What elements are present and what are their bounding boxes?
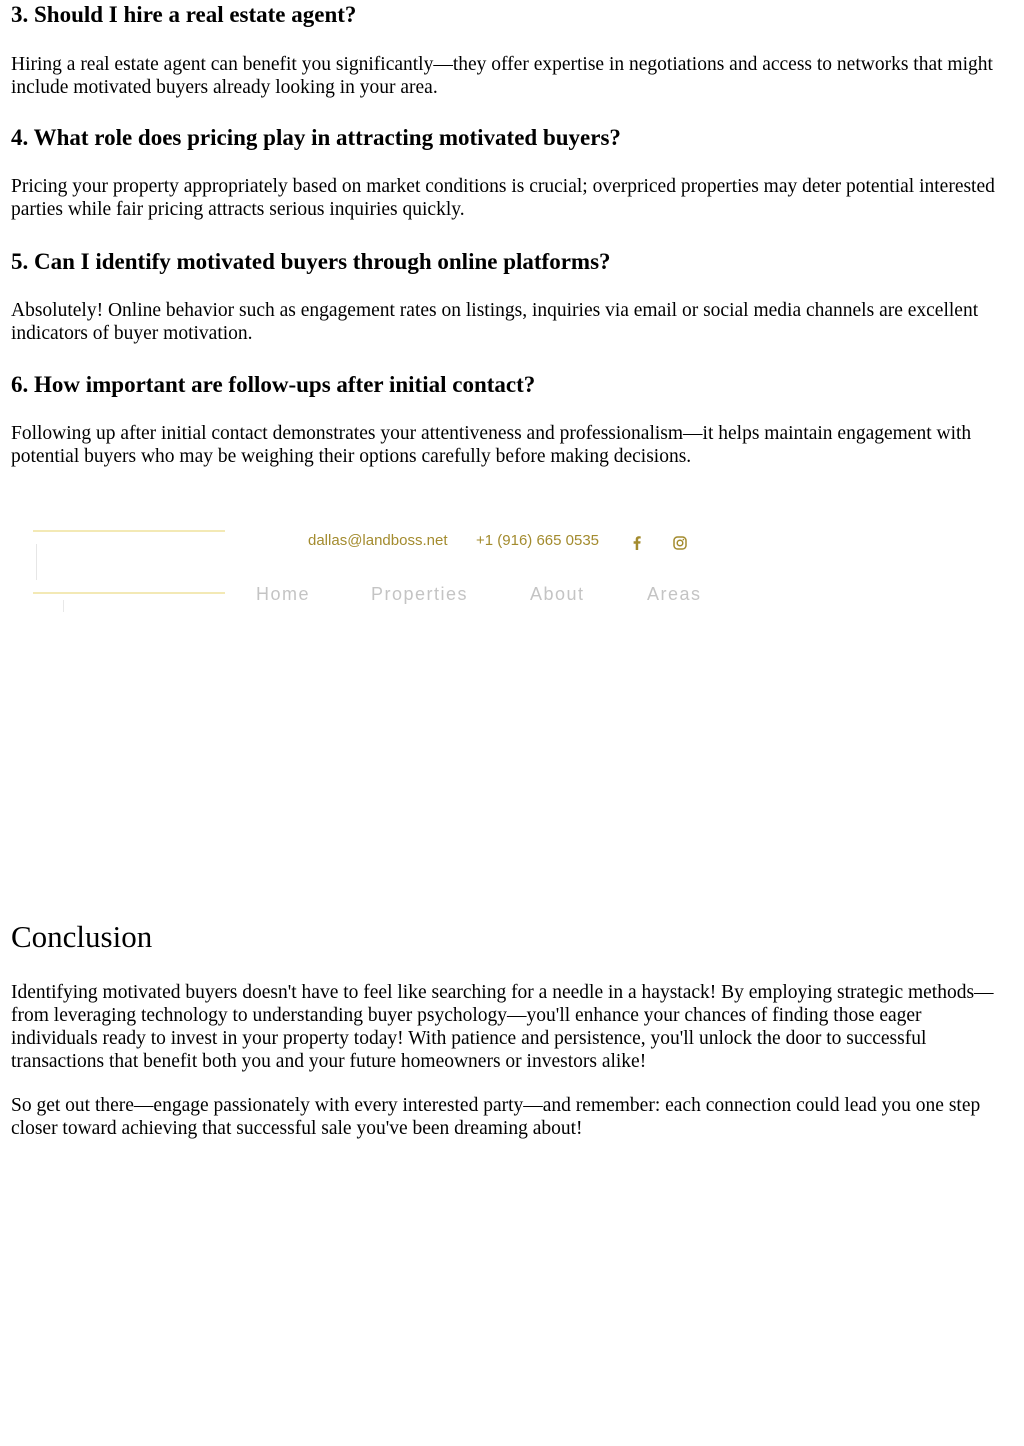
faq-answer-6: Following up after initial contact demonstrates your attentiveness and professionalism—it helps maintain engagement with potential buyers who may be weighing their options carefully before making decisions. bbox=[11, 423, 972, 467]
faq-answer-3: Hiring a real estate agent can benefit you significantly—they offer expertise in negotiations and access to networks that might include motivated buyers already looking in your area. bbox=[11, 54, 993, 98]
site-header bbox=[0, 520, 1024, 630]
faq-question-4: 4. What role does pricing play in attracting motivated buyers? bbox=[11, 125, 621, 150]
nav-properties[interactable]: Properties bbox=[371, 584, 469, 604]
nav-home[interactable]: Home bbox=[256, 584, 311, 604]
facebook-icon[interactable] bbox=[629, 535, 645, 551]
conclusion-paragraph-2: So get out there—engage passionately with every interested party—and remember: each connection could lead you one step closer toward achieving that successful sale you've been dreaming about! bbox=[11, 1095, 981, 1139]
logo-tick bbox=[63, 600, 64, 612]
logo-top-rule bbox=[33, 530, 225, 532]
faq-question-3: 3. Should I hire a real estate agent? bbox=[11, 2, 357, 27]
conclusion-paragraph-1: Identifying motivated buyers doesn't have to feel like searching for a needle in a haystack! By employing strategic methods—from leveraging technology to understanding buyer psychology—you'll enhance your chances of finding those eager individuals ready to invest in your property today! With patience and persistence, you'll unlock the door to successful transactions that benefit both you and your future homeowners or investors alike! bbox=[11, 982, 994, 1072]
faq-question-5: 5. Can I identify motivated buyers through online platforms? bbox=[11, 249, 611, 274]
site-logo[interactable] bbox=[33, 530, 225, 612]
faq-question-6: 6. How important are follow-ups after initial contact? bbox=[11, 372, 536, 397]
phone-link[interactable]: +1 (916) 665 0535 bbox=[476, 532, 600, 549]
logo-mark bbox=[36, 544, 37, 580]
conclusion-heading: Conclusion bbox=[11, 919, 153, 954]
faq-answer-4: Pricing your property appropriately based on market conditions is crucial; overpriced properties may deter potential interested parties while fair pricing attracts serious inquiries quickly. bbox=[11, 176, 995, 220]
instagram-icon[interactable] bbox=[672, 535, 688, 551]
logo-bottom-rule bbox=[33, 592, 225, 594]
nav-about[interactable]: About bbox=[530, 584, 585, 604]
faq-answer-5: Absolutely! Online behavior such as engagement rates on listings, inquiries via email or social media channels are excellent indicators of buyer motivation. bbox=[11, 300, 979, 344]
email-link[interactable]: dallas@landboss.net bbox=[308, 532, 448, 549]
nav-areas[interactable]: Areas bbox=[647, 584, 702, 604]
